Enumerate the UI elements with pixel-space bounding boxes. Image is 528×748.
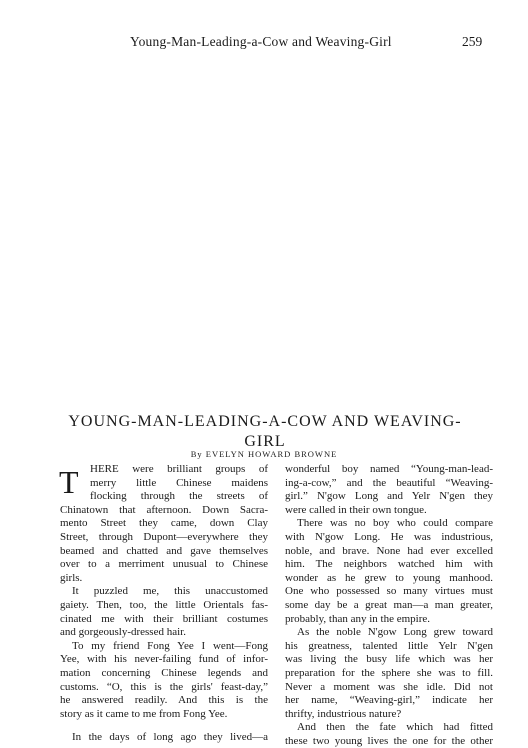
text-line: were called in their own tongue. [285, 503, 427, 516]
text-line: noble, and brave. None had ever excelled [285, 544, 493, 557]
text-line: mation concerning Chinese legends and [60, 666, 268, 679]
text-line: There was no boy who could compare [297, 517, 493, 530]
left-column [60, 463, 268, 745]
text-line: girl.” N'gow Long and Yelr N'gen they [285, 490, 493, 503]
text-line: mento Street they came, down Clay [60, 517, 268, 530]
text-line: gaiety. Then, too, the little Orientals fas- [60, 598, 268, 611]
text-line: wonder as he grew to young manhood. [285, 571, 493, 584]
text-line: thrifty, industrious nature? [285, 707, 402, 720]
text-line: HERE were brilliant groups of [90, 463, 268, 475]
text-line: It puzzled me, this unaccustomed [72, 585, 268, 598]
text-line: he answered readily. And this is the [60, 694, 268, 707]
text-line: As the noble N'gow Long grew toward [297, 626, 493, 639]
text-line: and gorgeously-dressed hair. [60, 626, 186, 639]
text-line: customs. “O, this is the girls' feast-day,” [60, 680, 268, 693]
text-line: over to a merriment unusual to Chinese [60, 558, 268, 571]
text-line: In the days of long ago they lived—a [72, 731, 268, 744]
text-line: flocking through the streets of [90, 490, 268, 503]
running-head [0, 34, 528, 52]
text-line: Street, through Dupont—everywhere they [60, 530, 268, 543]
text-line: wonderful boy named “Young-man-lead- [285, 463, 493, 475]
text-line: these two young lives the one for the other [285, 734, 493, 747]
text-line: merry little Chinese maidens [90, 476, 268, 489]
text-line: Yee, with his never-failing fund of infor- [60, 653, 268, 666]
article-title: YOUNG-MAN-LEADING-A-COW AND WEAVING-GIRL [68, 412, 462, 450]
text-line: his greatness, talented little Yelr N'gen [285, 639, 493, 652]
text-line: was living the busy life which was her [285, 653, 493, 666]
text-line: And then the fate which had fitted [297, 721, 493, 734]
text-line: some day be a great man—a man greater, [285, 598, 493, 611]
text-line: cinated me with their brilliant costumes [60, 612, 268, 625]
byline: By EVELYN HOWARD BROWNE [190, 449, 338, 459]
text-line: Never a moment was she idle. Did not [285, 680, 493, 693]
text-line: One who possessed so many virtues must [285, 585, 493, 598]
running-title: Young-Man-Leading-a-Cow and Weaving-Girl [130, 34, 392, 49]
paragraph-gap [60, 721, 268, 731]
text-line: him. The neighbors watched him with [285, 558, 493, 571]
text-line: with N'gow Long. He was industrious, [285, 530, 493, 543]
page-number: 259 [462, 34, 483, 49]
text-line: her name, “Weaving-girl,” indicate her [285, 694, 493, 707]
text-line: ing-a-cow,” and the beautiful “Weaving- [285, 476, 493, 489]
text-line: story as it came to me from Fong Yee. [60, 707, 228, 720]
text-line: beamed and chatted and gave themselves [60, 544, 268, 557]
drop-cap: T [59, 464, 79, 500]
text-line: probably, than any in the empire. [285, 612, 430, 625]
text-line: Chinatown that afternoon. Down Sacra- [60, 503, 268, 516]
text-line: preparation for the sphere she was to fill. [285, 666, 493, 679]
text-line: girls. [60, 571, 83, 584]
right-column [285, 463, 493, 748]
text-line: To my friend Fong Yee I went—Fong [72, 639, 268, 652]
